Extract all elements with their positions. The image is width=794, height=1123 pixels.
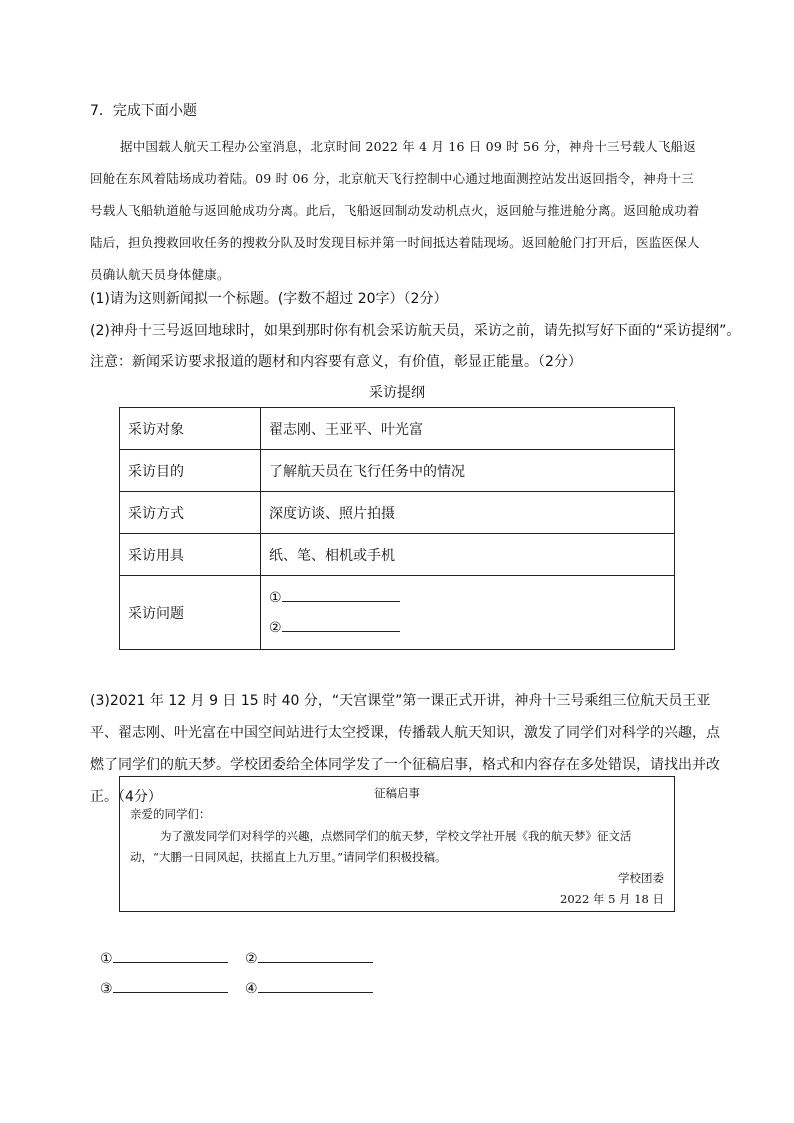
notice-date: 2022 年 5 月 18 日	[560, 892, 664, 906]
part1-prompt: (1)请为这则新闻拟一个标题。(字数不超过 20字）（2分）	[90, 291, 448, 307]
notice-signature: 学校团委	[618, 871, 664, 885]
blank-line-2[interactable]	[269, 613, 674, 643]
row-value: 深度访谈、照片拍摄	[261, 492, 675, 534]
table-row	[120, 534, 675, 576]
table-row	[120, 450, 675, 492]
answer-marker: ③	[100, 981, 113, 997]
question-title: 7．完成下面小题	[90, 103, 197, 119]
outline-caption: 采访提纲	[369, 385, 425, 401]
news-passage: 据中国载人航天工程办公室消息，北京时间 2022 年 4 月 16 日 09 时 56 分，神舟十三号载人飞船返回舱在东风着陆场成功着陆。09 时 06 分，北京航天飞行控制中心通过地面测控站发出返回指令，神舟十三号载人飞船轨道舱与返回舱成功分离。此后，飞船返回制动发动机点火，返回舱与推进舱分离。返回舱成功着陆后，担负搜救回收任务的搜救分队及时发现目标并第一时间抵达着陆现场。返回舱舱门打开后，医监医保人员确认航天员身体健康。	[90, 139, 700, 282]
answer-row	[100, 978, 390, 1008]
answer-marker: ④	[245, 981, 258, 997]
question-blanks	[261, 576, 675, 650]
row-label: 采访用具	[120, 534, 261, 576]
table-row	[120, 408, 675, 450]
row-value: 了解航天员在飞行任务中的情况	[261, 450, 675, 492]
row-value: 翟志刚、王亚平、叶光富	[261, 408, 675, 450]
answer-marker: ②	[245, 951, 258, 967]
blank-line-1[interactable]	[269, 583, 674, 613]
answer-blank[interactable]	[282, 617, 400, 632]
answer-blank[interactable]	[282, 587, 400, 602]
part2-note: 注意：新闻采访要求报道的题材和内容要有意义，有价值，彰显正能量。（2分）	[90, 354, 582, 370]
answer-blank[interactable]	[258, 948, 373, 963]
answer-row	[100, 948, 390, 978]
table-row	[120, 492, 675, 534]
row-value: 纸、笔、相机或手机	[261, 534, 675, 576]
answer-blanks	[100, 948, 390, 1008]
notice-greeting: 亲爱的同学们：	[130, 807, 211, 821]
blank-marker: ②	[269, 619, 282, 636]
row-label: 采访方式	[120, 492, 261, 534]
row-label: 采访对象	[120, 408, 261, 450]
answer-blank[interactable]	[258, 978, 373, 993]
blank-marker: ①	[269, 589, 282, 606]
call-for-papers-notice	[119, 776, 675, 912]
answer-blank[interactable]	[113, 978, 228, 993]
interview-outline-table	[119, 407, 675, 650]
notice-body: 为了激发同学们对科学的兴趣，点燃同学们的航天梦，学校文学社开展《我的航天梦》征文活动，“大鹏一日同风起，扶摇直上九万里。”请同学们积极投稿。	[130, 829, 632, 864]
part2-prompt: (2)神舟十三号返回地球时，如果到那时你有机会采访航天员，采访之前，请先拟写好下面的“采访提纲”。	[90, 323, 741, 339]
answer-blank[interactable]	[113, 948, 228, 963]
row-label: 采访问题	[120, 576, 261, 650]
part3-prompt: (3)2021 年 12 月 9 日 15 时 40 分，“天宫课堂”第一课正式开讲，神舟十三号乘组三位航天员王亚平、翟志刚、叶光富在中国空间站进行太空授课，传播载人航天知识，激发了同学们对科学的兴趣，点燃了同学们的航天梦。学校团委给全体同学发了一个征稿启事，格式和内容存在多处错误，请找出并改正。（4分）	[90, 693, 720, 805]
table-row-questions	[120, 576, 675, 650]
answer-marker: ①	[100, 951, 113, 967]
notice-title: 征稿启事	[374, 786, 420, 800]
row-label: 采访目的	[120, 450, 261, 492]
